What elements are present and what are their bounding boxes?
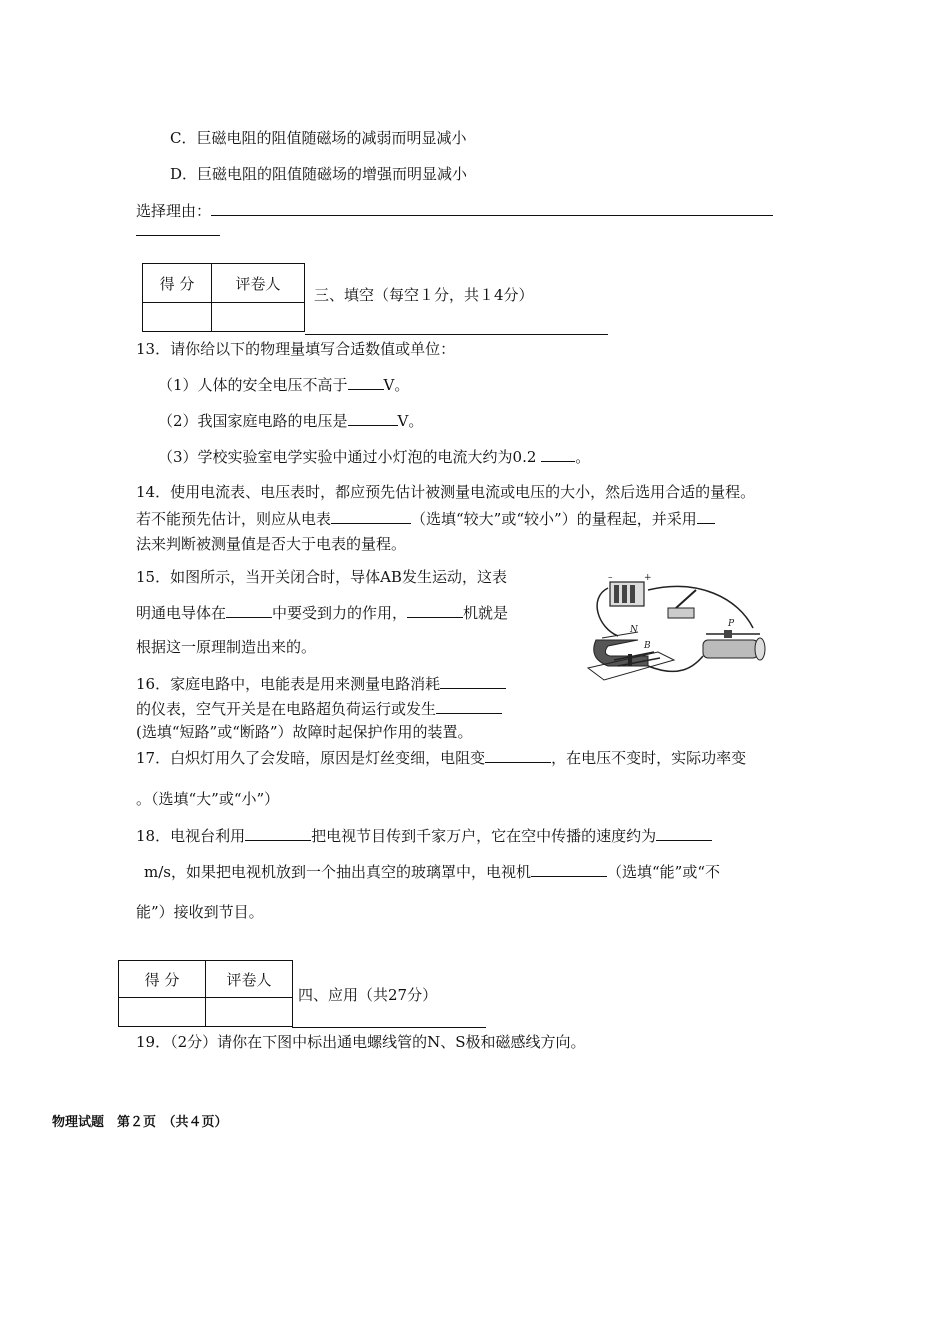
q13-item3-text: （3）学校实验室电学实验中通过小灯泡的电流大约为0.2: [158, 448, 537, 466]
grader-cell[interactable]: [206, 998, 293, 1027]
option-c: C．巨磁电阻的阻值随磁场的减弱而明显减小: [170, 129, 467, 147]
q15-line2-post: 机就是: [463, 604, 509, 622]
q16-line2: [136, 698, 502, 719]
motor-experiment-figure: [578, 568, 778, 688]
q18-line1: [136, 825, 712, 846]
reason-blank-2[interactable]: [136, 220, 220, 236]
q14-blank-1[interactable]: [331, 508, 411, 524]
score-cell[interactable]: [143, 303, 212, 332]
q17-line1-post: ，在电压不变时，实际功率变: [551, 749, 747, 767]
section3-rule: [305, 334, 608, 335]
q16-blank-2[interactable]: [436, 698, 502, 714]
q14-line2-mid: （选填“较大”或“较小”）的量程起，并采用: [411, 510, 697, 528]
q13-item1-unit: V。: [383, 376, 410, 394]
q15-line2-mid: 中要受到力的作用，: [272, 604, 408, 622]
q18-blank-1[interactable]: [245, 825, 311, 841]
q13-item2-text: （2）我国家庭电路的电压是: [158, 412, 348, 430]
q16-line1: [136, 673, 506, 694]
q14-line2: [136, 508, 715, 529]
fig-label-b: B: [644, 641, 651, 651]
q19-stem: 19．（2分）请你在下图中标出通电螺线管的N、S极和磁感线方向。: [136, 1033, 586, 1051]
score-header: 得 分: [143, 264, 212, 303]
q14-blank-2[interactable]: [697, 508, 715, 524]
q14-line1: 14．使用电流表、电压表时，都应预先估计被测量电流或电压的大小，然后选用合适的量程。: [136, 483, 756, 501]
fig-label-p: P: [728, 619, 735, 629]
section4-title: 四、应用（共27分）: [298, 986, 438, 1004]
fig-label-n: N: [630, 625, 638, 635]
q13-item3: [158, 446, 590, 467]
q13-item3-end: 。: [575, 448, 591, 466]
q13-item1-text: （1）人体的安全电压不高于: [158, 376, 348, 394]
q14-line2-text: 若不能预先估计，则应从电表: [136, 510, 332, 528]
q16-line1-text: 16．家庭电路中，电能表是用来测量电路消耗: [136, 675, 441, 693]
q15-line2: [136, 602, 508, 623]
q17-line1: [136, 747, 746, 768]
q13-stem: 13．请你给以下的物理量填写合适数值或单位：: [136, 340, 456, 358]
q18-line1-mid: 把电视节目传到千家万户，它在空中传播的速度约为: [311, 827, 657, 845]
reason-label: 选择理由：: [136, 202, 212, 220]
svg-text:–: –: [608, 573, 613, 583]
q13-blank-2[interactable]: [348, 410, 398, 426]
q13-item2-unit: V。: [397, 412, 424, 430]
q18-blank-2[interactable]: [656, 825, 712, 841]
option-d: D．巨磁电阻的阻值随磁场的增强而明显减小: [170, 165, 468, 183]
q15-blank-2[interactable]: [407, 602, 463, 618]
reason-row: [136, 200, 773, 221]
grader-header: 评卷人: [206, 961, 293, 998]
q15-line2-text: 明通电导体在: [136, 604, 227, 622]
q18-line2: [144, 861, 720, 882]
grader-header: 评卷人: [212, 264, 305, 303]
q15-line3: 根据这一原理制造出来的。: [136, 638, 317, 656]
q16-blank-1[interactable]: [440, 673, 506, 689]
section3-score-table: [142, 263, 305, 332]
reason-row-2: [136, 220, 220, 241]
q16-line2-text: 的仪表，空气开关是在电路超负荷运行或发生: [136, 700, 437, 718]
q18-line2-text: m/s，如果把电视机放到一个抽出真空的玻璃罩中，电视机: [144, 863, 531, 881]
q17-blank-1[interactable]: [485, 747, 551, 763]
score-cell[interactable]: [119, 998, 206, 1027]
grader-cell[interactable]: [212, 303, 305, 332]
score-header: 得 分: [119, 961, 206, 998]
section3-title: 三、填空（每空１分，共１4分）: [314, 286, 534, 304]
q15-line1: 15．如图所示，当开关闭合时，导体AB发生运动，这表: [136, 568, 507, 586]
q18-blank-3[interactable]: [531, 861, 607, 877]
q13-blank-3[interactable]: [541, 446, 575, 462]
q17-line2: 。（选填“大”或“小”）: [136, 790, 280, 808]
reason-blank-1[interactable]: [211, 200, 773, 216]
q13-item2: [158, 410, 423, 431]
q18-line2-post: （选填“能”或“不: [606, 863, 720, 881]
q13-blank-1[interactable]: [348, 374, 384, 390]
q15-blank-1[interactable]: [226, 602, 272, 618]
q14-line3: 法来判断被测量值是否大于电表的量程。: [136, 535, 407, 553]
q18-line1-text: 18．电视台利用: [136, 827, 246, 845]
q17-line1-text: 17．白炽灯用久了会发暗，原因是灯丝变细，电阻变: [136, 749, 486, 767]
q13-item1: [158, 374, 409, 395]
section4-rule: [292, 1027, 486, 1028]
page-footer: 物理试题 第２页 （共４页）: [52, 1115, 228, 1130]
svg-text:+: +: [644, 573, 652, 583]
section4-score-table: [118, 960, 293, 1027]
q16-line3: (选填“短路”或“断路”）故障时起保护作用的装置。: [136, 723, 473, 741]
q18-line3: 能”）接收到节目。: [136, 903, 264, 921]
